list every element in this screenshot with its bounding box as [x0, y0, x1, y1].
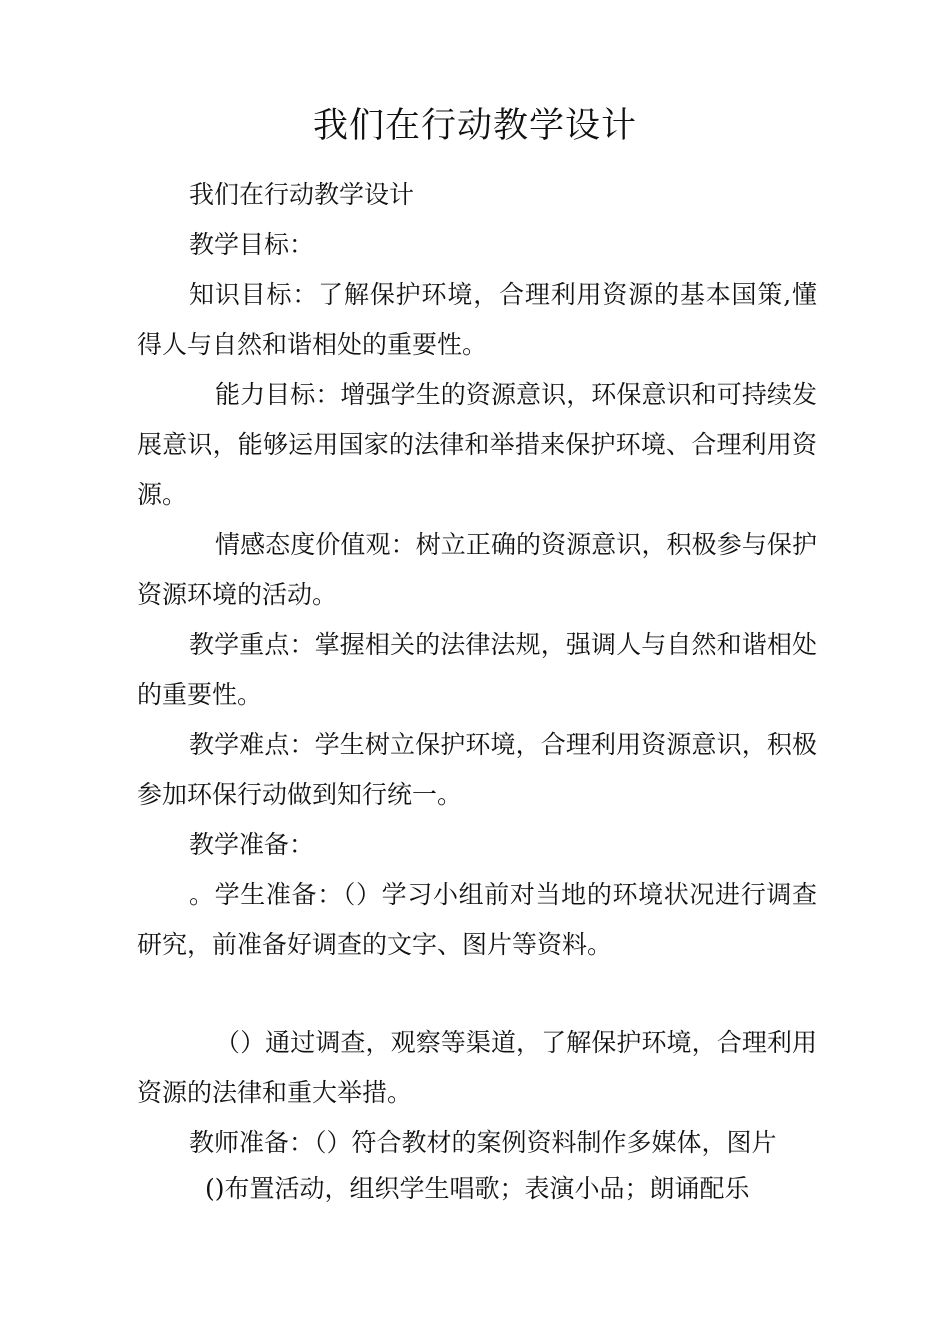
document-title: 我们在行动教学设计: [312, 106, 637, 146]
paragraph-difficult-points: 教学难点：学生树立保护环境，合理利用资源意识，积极参加环保行动做到知行统一。: [137, 730, 817, 809]
paragraph-investigation: （）通过调查，观察等渠道，了解保护环境，合理利用资源的法律和重大举措。: [137, 1028, 817, 1107]
paragraph-teaching-goals-heading: 教学目标：: [189, 230, 315, 259]
paragraph-key-points: 教学重点：掌握相关的法律法规，强调人与自然和谐相处的重要性。: [137, 630, 817, 709]
paragraph-activity-arrangement: ()布置活动，组织学生唱歌；表演小品；朗诵配乐: [205, 1174, 750, 1203]
paragraph-preparation-heading: 教学准备：: [189, 830, 315, 859]
paragraph-student-preparation: 。学生准备：（）学习小组前对当地的环境状况进行调查研究，前准备好调查的文字、图片等资料。: [137, 880, 817, 959]
paragraph-emotion-goal: 情感态度价值观：树立正确的资源意识，积极参与保护资源环境的活动。: [137, 530, 817, 609]
paragraph-ability-goal: 能力目标：增强学生的资源意识，环保意识和可持续发展意识，能够运用国家的法律和举措来保护环境、合理利用资源。: [137, 380, 817, 509]
paragraph-knowledge-goal: 知识目标：了解保护环境，合理利用资源的基本国策,懂得人与自然和谐相处的重要性。: [137, 280, 817, 359]
paragraph-teacher-preparation: 教师准备：（）符合教材的案例资料制作多媒体，图片: [189, 1128, 777, 1157]
paragraph-subtitle: 我们在行动教学设计: [189, 180, 415, 209]
